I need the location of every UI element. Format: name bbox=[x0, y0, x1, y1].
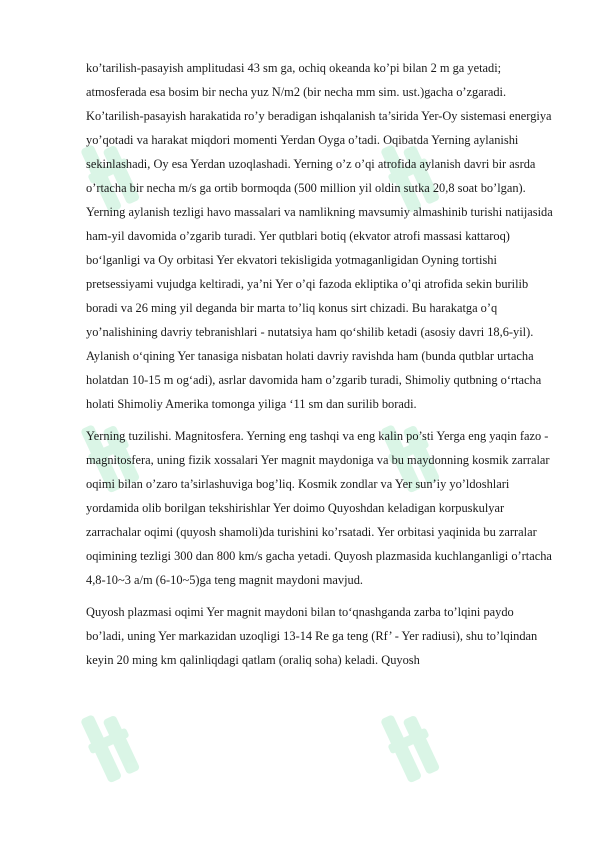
paragraph-earth-rotation: ko’tarilish-pasayish amplitudasi 43 sm ga, ochiq okeanda ko’pi bilan 2 m ga yetadi; atmosferada esa bosim bir necha yuz N/m2 (bir necha mm sim. ust.)gacha o’zgaradi. Ko’tarilish-pasayish harakatida ro’y beradigan ishqalanish ta’sirida Yer-Oy sistemasi energiya yo’qotadi va harakat miqdori momenti Yerdan Oyga o’tadi. Oqibatda Yerning aylanishi sekinlashadi, Oy esa Yerdan uzoqlashadi. Yerning o’z o’qi atrofida aylanish davri bir asrda o’rtacha bir necha m/s ga ortib bormoqda (500 million yil oldin sutka 20,8 soat bo’lgan). Yerning aylanish tezligi havo massalari va namlikning mavsumiy almashinib turishi natijasida ham-yil davomida o’zgarib turadi. Yer qutblari botiq (ekvator atrofi massasi kattaroq) bo‘lganligi va Oy orbitasi Yer ekvatori tekisligida yotmaganligidan Oyning tortishi pretsessiyami vujudga keltiradi, ya’ni Yer o’qi fazoda ekliptika o’qi atrofida sekin burilib boradi va 26 ming yil deganda bir marta to’liq konus sirt chizadi. Bu harakatga o’q yo’nalishining davriy tebranishlari - nutatsiya ham qo‘shilib ketadi (asosiy davri 18,6-yil). Aylanish o‘qining Yer tanasiga nisbatan holati davriy ravishda ham (bunda qutblar urtacha holatdan 10-15 m og‘adi), asrlar davomida ham o’zgarib turadi, Shimoliy qutbning o‘rtacha holati Shimoliy Amerika tomonga yiliga ‘11 sm dan surilib boradi. bbox=[86, 61, 553, 411]
watermark-logo-icon bbox=[376, 704, 444, 785]
paragraph-solar-plasma: Quyosh plazmasi oqimi Yer magnit maydoni bilan to‘qnashganda zarba to’lqini paydo bo’ladi, uning Yer markazidan uzoqligi 13-14 Re ga teng (Rf’ - Yer radiusi), shu to’lqindan keyin 20 ming km qalinliqdagi qatlam (oraliq soha) keladi. Quyosh bbox=[86, 605, 538, 667]
paragraph-magnetosphere: Yerning tuzilishi. Magnitosfera. Yerning eng tashqi va eng kalin po’sti Yerga eng yaqin fazo - magnitosfera, uning fizik xossalari Yer magnit maydoniga va bu maydonning kosmik zarralar oqimi bilan o’zaro ta’sirlashuviga bog’liq. Kosmik zondlar va Yer sun’iy yo’ldoshlari yordamida olib borilgan tekshirishlar Yer doimo Quyoshdan keladigan korpuskulyar zarrachalar oqimi (quyosh shamoli)da turishini ko’rsatadi. Yer orbitasi yaqinida bu zarralar oqimining tezligi 300 dan 800 km/s gacha yetadi. Quyosh plazmasida kuchlanganligi o’rtacha 4,8-10~3 a/m (6-10~5)ga teng magnit maydoni mavjud. bbox=[86, 429, 552, 587]
body-text bbox=[86, 56, 553, 680]
watermark-logo-icon bbox=[76, 704, 144, 785]
